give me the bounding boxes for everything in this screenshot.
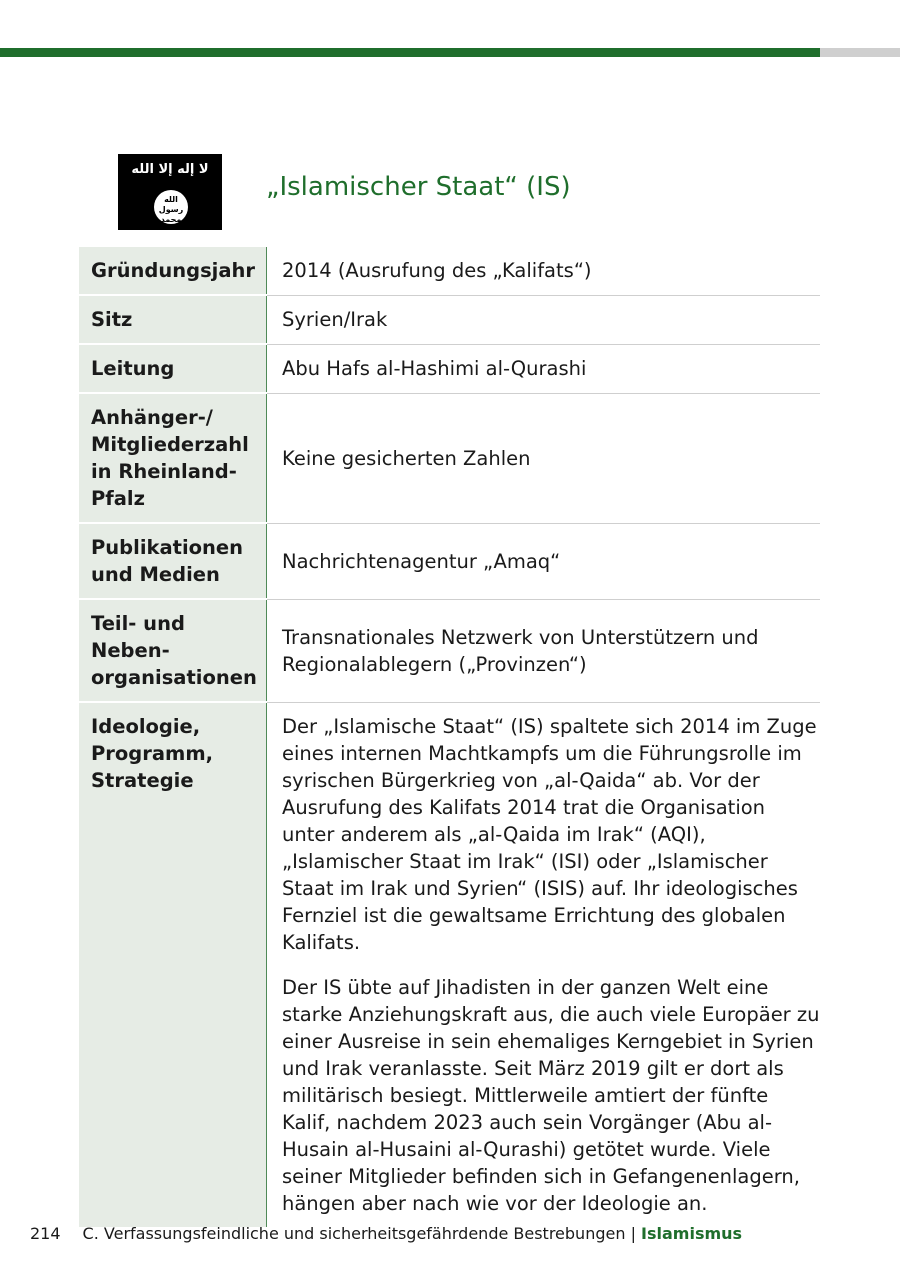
logo-seal: الله رسول محمد: [154, 190, 188, 224]
table-row: [79, 295, 820, 344]
organisation-profile-table: [79, 247, 820, 1227]
footer-section: Islamismus: [641, 1224, 743, 1243]
row-label-anhaenger: Anhänger-/ Mitgliederzahl in Rheinland-Pfalz: [79, 393, 267, 523]
row-label-publikationen: Publikationen und Medien: [79, 523, 267, 599]
row-label-teilorganisationen: Teil- und Neben-organisationen: [79, 599, 267, 702]
page-title: „Islamischer Staat“ (IS): [266, 172, 571, 202]
table-row: [79, 702, 820, 1227]
table-row: [79, 599, 820, 702]
page-number: 214: [30, 1224, 61, 1243]
row-value-sitz: Syrien/Irak: [267, 295, 821, 344]
top-accent-bar: [0, 48, 900, 57]
row-value-anhaenger: Keine gesicherten Zahlen: [267, 393, 821, 523]
table-row: [79, 523, 820, 599]
table-row: [79, 344, 820, 393]
row-label-sitz: Sitz: [79, 295, 267, 344]
top-accent-bar-green: [0, 48, 820, 57]
row-label-gruendungsjahr: Gründungsjahr: [79, 247, 267, 295]
row-value-teilorganisationen: Transnationales Netzwerk von Unterstützern und Regionalablegern („Provinzen“): [267, 599, 821, 702]
row-label-ideologie: Ideologie, Programm, Strategie: [79, 702, 267, 1227]
footer-chapter: C. Verfassungsfeindliche und sicherheitsgefährdende Bestrebungen |: [82, 1224, 642, 1243]
table-row: [79, 393, 820, 523]
ideology-paragraph-1: Der „Islamische Staat“ (IS) spaltete sich 2014 im Zuge eines internen Machtkampfs um die Führungsrolle im syrischen Bürgerkrieg von „al-Qaida“ ab. Vor der Ausrufung des Kalifats 2014 trat die Organisation unter anderem als „al-Qaida im Irak“ (AQI), „Islamischer Staat im Irak“ (ISI) oder „Islamischer Staat im Irak und Syrien“ (ISIS) auf. Ihr ideologisches Fernziel ist die gewaltsame Errichtung des globalen Kalifats.: [282, 714, 817, 954]
ideology-paragraph-2: Der IS übte auf Jihadisten in der ganzen Welt eine starke Anziehungskraft aus, die auch viele Europäer zu einer Ausreise in sein ehemaliges Kerngebiet in Syrien und Irak veranlasste. Seit März 2019 gilt er dort als militärisch besiegt. Mittlerweile amtiert der fünfte Kalif, nachdem 2023 auch sein Vorgänger (Abu al-Husain al-Husaini al-Qurashi) getötet wurde. Viele seiner Mitglieder befinden sich in Gefangenenlagern, hängen aber nach wie vor der Ideologie an.: [282, 975, 820, 1215]
is-flag-logo: [118, 154, 222, 230]
row-value-gruendungsjahr: 2014 (Ausrufung des „Kalifats“): [267, 247, 821, 295]
row-value-leitung: Abu Hafs al-Hashimi al-Qurashi: [267, 344, 821, 393]
row-value-ideologie: [267, 702, 821, 1227]
row-value-publikationen: Nachrichtenagentur „Amaq“: [267, 523, 821, 599]
logo-script: لا إله إلا الله: [131, 162, 209, 177]
row-label-leitung: Leitung: [79, 344, 267, 393]
table-row: [79, 247, 820, 295]
page-footer: [30, 1224, 742, 1243]
top-accent-bar-grey: [820, 48, 900, 57]
